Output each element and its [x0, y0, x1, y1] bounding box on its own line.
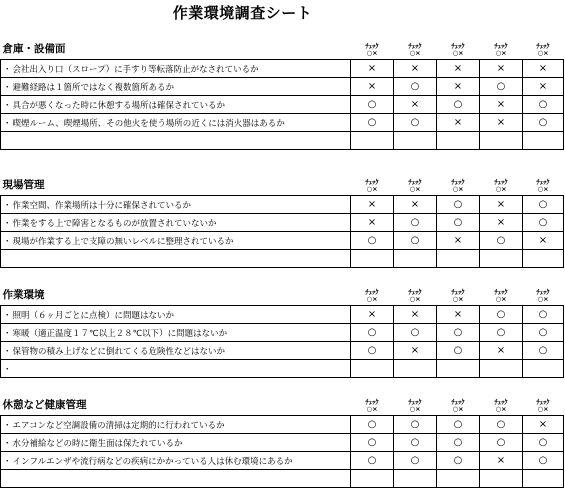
check-marks-legend: ○×	[409, 49, 421, 57]
item-bullet: ・	[3, 456, 12, 467]
empty-row	[1, 360, 564, 378]
check-cell[interactable]: ○	[351, 96, 394, 114]
check-cell[interactable]: ×	[394, 306, 437, 324]
check-marks-legend: ○×	[495, 405, 507, 413]
check-column-header	[394, 26, 437, 60]
check-cell[interactable]: ○	[351, 452, 394, 470]
check-label: ﾁｪｯｸ	[408, 398, 422, 406]
check-cell[interactable]: ○	[480, 324, 523, 342]
check-cell[interactable]: ×	[480, 196, 523, 214]
empty-check-cell[interactable]	[523, 250, 564, 268]
check-cell[interactable]: ○	[523, 306, 564, 324]
check-cell[interactable]: ○	[480, 416, 523, 434]
table-row	[1, 114, 564, 132]
check-label: ﾁｪｯｸ	[494, 288, 508, 296]
check-cell[interactable]: ×	[523, 232, 564, 250]
check-cell[interactable]: ○	[437, 96, 480, 114]
check-marks-legend: ○×	[366, 185, 378, 193]
checklist-item	[1, 232, 351, 250]
check-cell[interactable]: ×	[394, 196, 437, 214]
check-cell[interactable]: ×	[351, 196, 394, 214]
empty-check-cell[interactable]	[394, 250, 437, 268]
table-row	[1, 214, 564, 232]
check-column-header	[480, 382, 523, 416]
empty-check-cell[interactable]	[480, 470, 523, 488]
check-column-header	[351, 162, 394, 196]
check-cell[interactable]: ×	[480, 452, 523, 470]
check-label: ﾁｪｯｸ	[365, 398, 379, 406]
check-cell[interactable]: ×	[437, 114, 480, 132]
item-bullet: ・	[3, 64, 12, 75]
section-title: 休憩など健康管理	[2, 399, 87, 411]
check-column-header	[480, 162, 523, 196]
item-bullet: ・	[3, 82, 12, 93]
check-column-header	[351, 382, 394, 416]
check-label: ﾁｪｯｸ	[536, 42, 550, 50]
item-bullet: ・	[3, 328, 12, 339]
check-marks-legend: ○×	[452, 49, 464, 57]
table-row	[1, 78, 564, 96]
check-cell[interactable]: ○	[523, 196, 564, 214]
table-row	[1, 324, 564, 342]
item-text: 作業空間、作業場所は十分に確保されているか	[12, 200, 192, 211]
check-cell[interactable]: ○	[523, 342, 564, 360]
empty-check-cell[interactable]	[437, 360, 480, 378]
check-cell[interactable]: ×	[394, 96, 437, 114]
item-bullet: ・	[3, 200, 12, 211]
empty-check-cell[interactable]	[351, 470, 394, 488]
empty-check-cell[interactable]	[523, 132, 564, 150]
check-cell[interactable]: ○	[523, 96, 564, 114]
checklist-item	[1, 196, 351, 214]
check-label: ﾁｪｯｸ	[408, 288, 422, 296]
check-marks-legend: ○×	[409, 185, 421, 193]
item-text: 作業をする上で障害となるものが放置されていないか	[12, 218, 217, 229]
empty-check-cell[interactable]	[394, 470, 437, 488]
check-marks-legend: ○×	[409, 405, 421, 413]
check-cell[interactable]: ○	[394, 452, 437, 470]
check-cell[interactable]: ×	[351, 60, 394, 78]
check-marks-legend: ○×	[495, 49, 507, 57]
check-label: ﾁｪｯｸ	[536, 398, 550, 406]
empty-check-cell[interactable]	[351, 132, 394, 150]
check-label: ﾁｪｯｸ	[494, 398, 508, 406]
item-bullet: ・	[3, 438, 12, 449]
checklist-item	[1, 342, 351, 360]
check-cell[interactable]: ○	[394, 114, 437, 132]
check-label: ﾁｪｯｸ	[451, 398, 465, 406]
check-cell[interactable]: ×	[437, 78, 480, 96]
check-cell[interactable]: ○	[437, 214, 480, 232]
empty-check-cell[interactable]	[351, 360, 394, 378]
check-label: ﾁｪｯｸ	[365, 42, 379, 50]
check-label: ﾁｪｯｸ	[536, 178, 550, 186]
empty-check-cell[interactable]	[523, 470, 564, 488]
check-cell[interactable]: ○	[437, 342, 480, 360]
item-bullet: ・	[3, 236, 12, 247]
table-row	[1, 416, 564, 434]
table-row	[1, 196, 564, 214]
check-cell[interactable]: ×	[480, 114, 523, 132]
check-cell[interactable]: ○	[437, 196, 480, 214]
check-marks-legend: ○×	[452, 405, 464, 413]
item-text: 水分補給などの時に衛生面は保たれているか	[12, 438, 183, 449]
check-cell[interactable]: ○	[394, 416, 437, 434]
item-text: 保管物の積み上げなどに倒れてくる危険性などはないか	[12, 346, 226, 357]
check-cell[interactable]: ○	[523, 114, 564, 132]
section-table	[0, 272, 564, 378]
check-cell[interactable]: ○	[351, 114, 394, 132]
check-cell[interactable]: ○	[394, 324, 437, 342]
empty-check-cell[interactable]	[480, 250, 523, 268]
item-bullet: ・	[3, 100, 12, 111]
check-cell[interactable]: ×	[480, 96, 523, 114]
check-label: ﾁｪｯｸ	[408, 178, 422, 186]
check-cell[interactable]: ×	[394, 60, 437, 78]
sheet-title: 作業環境調査シート	[172, 4, 313, 22]
check-cell[interactable]: ×	[437, 306, 480, 324]
section-title: 作業環境	[2, 289, 45, 301]
check-cell[interactable]: ×	[351, 214, 394, 232]
check-cell[interactable]: ×	[437, 60, 480, 78]
check-cell[interactable]: ×	[523, 78, 564, 96]
check-cell[interactable]: ○	[523, 324, 564, 342]
check-cell[interactable]: ○	[480, 434, 523, 452]
check-cell[interactable]: ○	[480, 78, 523, 96]
checklist-item	[1, 452, 351, 470]
checklist-item	[1, 434, 351, 452]
check-label: ﾁｪｯｸ	[365, 288, 379, 296]
check-cell[interactable]: ○	[351, 342, 394, 360]
check-column-header	[523, 272, 564, 306]
item-bullet: ・	[3, 420, 12, 431]
section-table	[0, 382, 564, 488]
check-marks-legend: ○×	[537, 185, 549, 193]
empty-item-cell	[1, 470, 351, 488]
item-bullet: ・	[3, 218, 12, 229]
item-text: 会社出入り口（スロープ）に手すり等転落防止がなされているか	[12, 64, 259, 75]
checklist-item	[1, 324, 351, 342]
check-column-header	[437, 272, 480, 306]
checklist-item	[1, 60, 351, 78]
check-cell[interactable]: ○	[394, 434, 437, 452]
check-cell[interactable]: ○	[394, 214, 437, 232]
section-title: 倉庫・設備面	[2, 43, 66, 55]
check-cell[interactable]: ○	[437, 452, 480, 470]
check-label: ﾁｪｯｸ	[451, 288, 465, 296]
check-cell[interactable]: ○	[437, 416, 480, 434]
check-cell[interactable]: ○	[394, 78, 437, 96]
check-column-header	[437, 382, 480, 416]
empty-row	[1, 470, 564, 488]
check-cell[interactable]: ×	[523, 416, 564, 434]
check-cell[interactable]: ○	[523, 434, 564, 452]
empty-check-cell[interactable]	[480, 132, 523, 150]
check-column-header	[351, 26, 394, 60]
empty-check-cell[interactable]	[394, 132, 437, 150]
empty-row	[1, 132, 564, 150]
empty-check-cell[interactable]	[437, 132, 480, 150]
checklist-item	[1, 96, 351, 114]
check-cell[interactable]: ×	[351, 78, 394, 96]
check-marks-legend: ○×	[495, 185, 507, 193]
empty-check-cell[interactable]	[351, 250, 394, 268]
check-cell[interactable]: ○	[351, 434, 394, 452]
check-cell[interactable]: ×	[480, 214, 523, 232]
item-bullet: ・	[3, 364, 12, 375]
check-marks-legend: ○×	[452, 185, 464, 193]
check-label: ﾁｪｯｸ	[408, 42, 422, 50]
check-marks-legend: ○×	[537, 295, 549, 303]
check-label: ﾁｪｯｸ	[451, 42, 465, 50]
check-cell[interactable]: ○	[351, 232, 394, 250]
check-label: ﾁｪｯｸ	[451, 178, 465, 186]
empty-check-cell[interactable]	[437, 250, 480, 268]
table-row	[1, 96, 564, 114]
check-marks-legend: ○×	[495, 295, 507, 303]
check-cell[interactable]: ○	[394, 232, 437, 250]
table-row	[1, 306, 564, 324]
checklist-item	[1, 78, 351, 96]
check-marks-legend: ○×	[366, 49, 378, 57]
check-column-header	[437, 162, 480, 196]
item-bullet: ・	[3, 310, 12, 321]
check-cell[interactable]: ×	[480, 60, 523, 78]
check-column-header	[480, 26, 523, 60]
item-text: インフルエンザや流行病などの疾病にかかっている人は休む環境にあるか	[12, 456, 293, 467]
check-cell[interactable]: ×	[437, 232, 480, 250]
check-cell[interactable]: ○	[480, 306, 523, 324]
check-marks-legend: ○×	[452, 295, 464, 303]
check-cell[interactable]: ○	[351, 416, 394, 434]
check-cell[interactable]: ×	[523, 60, 564, 78]
check-column-header	[523, 26, 564, 60]
check-cell[interactable]: ○	[523, 452, 564, 470]
check-marks-legend: ○×	[366, 295, 378, 303]
item-text: 寒暖（適正温度１７℃以上２８℃以下）に問題はないか	[12, 328, 228, 339]
empty-item-cell	[1, 132, 351, 150]
check-label: ﾁｪｯｸ	[494, 42, 508, 50]
checklist-item	[1, 114, 351, 132]
empty-row	[1, 250, 564, 268]
table-row	[1, 434, 564, 452]
check-column-header	[523, 162, 564, 196]
checklist-item	[1, 306, 351, 324]
check-column-header	[394, 272, 437, 306]
check-cell[interactable]: ×	[394, 342, 437, 360]
check-cell[interactable]: ×	[351, 306, 394, 324]
empty-item-cell	[1, 360, 351, 378]
checklist-item	[1, 214, 351, 232]
item-bullet: ・	[3, 118, 12, 129]
item-text: 照明（６ヶ月ごとに点検）に問題はないか	[12, 310, 175, 321]
check-cell[interactable]: ○	[351, 324, 394, 342]
empty-check-cell[interactable]	[523, 360, 564, 378]
section-table	[0, 26, 564, 150]
check-cell[interactable]: ×	[480, 342, 523, 360]
table-row	[1, 452, 564, 470]
item-bullet: ・	[3, 346, 12, 357]
check-column-header	[394, 382, 437, 416]
table-row	[1, 342, 564, 360]
check-column-header	[437, 26, 480, 60]
check-column-header	[480, 272, 523, 306]
empty-check-cell[interactable]	[437, 470, 480, 488]
check-label: ﾁｪｯｸ	[494, 178, 508, 186]
check-cell[interactable]: ○	[523, 214, 564, 232]
check-label: ﾁｪｯｸ	[365, 178, 379, 186]
check-cell[interactable]: ○	[437, 434, 480, 452]
checklist-item	[1, 416, 351, 434]
empty-item-cell	[1, 250, 351, 268]
empty-check-cell[interactable]	[394, 360, 437, 378]
check-label: ﾁｪｯｸ	[536, 288, 550, 296]
item-text: 喫煙ルーム、喫煙場所、その他火を使う場所の近くには消火器はあるか	[12, 118, 285, 129]
table-row	[1, 232, 564, 250]
item-text: 具合が悪くなった時に休憩する場所は確保されているか	[12, 100, 226, 111]
check-marks-legend: ○×	[409, 295, 421, 303]
check-marks-legend: ○×	[537, 49, 549, 57]
section-table	[0, 162, 564, 268]
item-text: 現場が作業する上で支障の無いレベルに整理されているか	[12, 236, 234, 247]
empty-check-cell[interactable]	[480, 360, 523, 378]
check-marks-legend: ○×	[366, 405, 378, 413]
check-column-header	[394, 162, 437, 196]
check-marks-legend: ○×	[537, 405, 549, 413]
item-text: エアコンなど空調設備の清掃は定期的に行われているか	[12, 420, 225, 431]
check-column-header	[523, 382, 564, 416]
check-column-header	[351, 272, 394, 306]
check-cell[interactable]: ○	[437, 324, 480, 342]
section-title: 現場管理	[2, 179, 45, 191]
check-cell[interactable]: ○	[480, 232, 523, 250]
item-text: 避難経路は１箇所ではなく複数箇所あるか	[12, 82, 175, 93]
table-row	[1, 60, 564, 78]
